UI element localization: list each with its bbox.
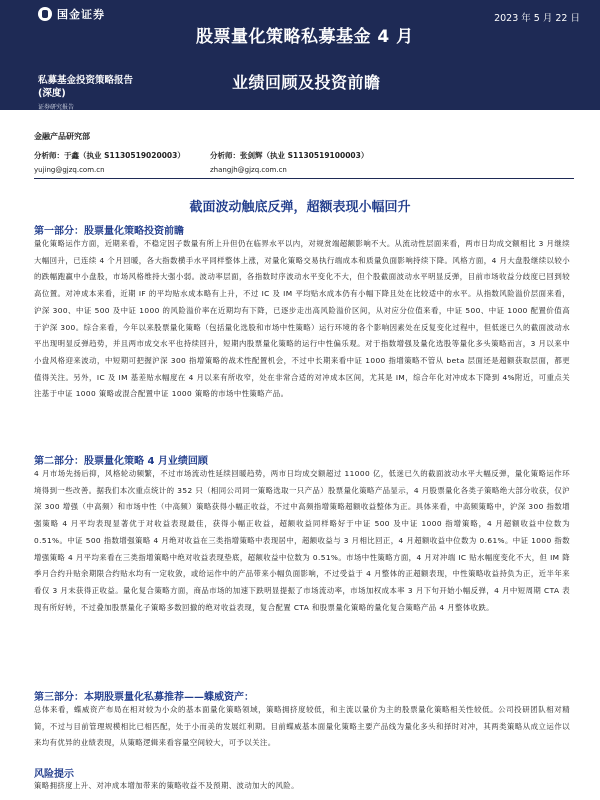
report-type [38,74,133,100]
logo-text: 国金证券 [57,8,105,21]
company-logo [38,6,105,22]
report-date: 2023 年 5 月 22 日 [494,13,580,24]
report-tag: 证券研究报告 [38,104,75,111]
main-title: 截面波动触底反弹，超额表现小幅回升 [189,200,411,215]
section-3-heading: 第三部分：本期股票量化私募推荐——蝶威资产： [34,692,254,703]
logo-icon [38,7,52,21]
section-2-heading: 第二部分：股票量化策略 4 月业绩回顾 [34,456,208,467]
analyst-1: 分析师：于鑫（执业 S1130519020003） [34,151,185,160]
risk-text: 策略拥挤度上升、对冲成本增加带来的策略收益不及预期、波动加大的风险。 [34,781,299,790]
report-title-line2: 业绩回顾及投资前瞻 [232,73,381,92]
analyst-2: 分析师：张剑辉（执业 S1130519100003） [210,151,369,160]
report-title-line1: 股票量化策略私募基金 4 月 [196,27,414,47]
department: 金融产品研究部 [34,132,90,141]
risk-heading: 风险提示 [34,769,74,780]
section-1-text: 量化策略运作方面，近期来看，不稳定因子数量有所上升但仍在临界水平以内，对规赏端超额影响不大。从流动性层面来看，两市日均成交额相比 3 月继续大幅回升，已连续 4 个月回暖，各大指数横手水平同样整体上涨，对量化策略交易执行端成本和质量负面影响持续下降。风格方面，4 月大盘股继续以较小的跌幅跑赢中小盘股，市场风格维持大强小弱。波动率层面，各指数时序波动水平变化不大，但个股截面波动水平明显反弹，目前市场收益分歧度已回到较高位置。对冲成本来看，近期 IF 的平均贴水成本略有上升，不过 IC 及 IM 平均贴水成本仍有小幅下降且处在比较适中的水平。从指数风险溢价层面来看，沪深 300、中证 500 及中证 1000 的风险溢价率在近期均有下降，已逐步走出高风险溢价区间，从对应分位值来看，中证 500、中证 1000 配置价值高于沪深 300。综合来看，今年以来股票量化策略（包括量化选股和市场中性策略）运行环境的各个影响因素处在反复变化过程中，但低迷已久的截面波动水平出现明显反弹趋势，并且两市成交水平也持续回升，短期内股票量化策略的运行中性偏乐观。对于指数增强及量化选股等量化多头策略而言，3 月以来中小盘风格迎来波动，中短期可把握沪深 300 指增策略的战术性配置机会，不过中长期来看中证 1000 指增策略不管从 beta 层面还是超额获取层面，都更值得关注。另外，IC 及 IM 基差贴水幅度在 4 月以来有所收窄，处在非常合适的对冲成本区间，尤其是 IM，综合年化对冲成本下降到 4%附近，可重点关注基于中证 1000 策略或混合配置中证 1000 策略的市场中性策略产品。 [34,239,570,399]
report-type-line2: (深度) [38,88,66,99]
report-header [0,0,600,110]
divider [34,178,574,179]
section-3-text: 总体来看，蝶威资产布局在相对较为小众的基本面量化策略领域，策略拥挤度较低，和主流以量价为主的股票量化策略相关性较低。公司投研团队相对精简，不过与目前管理规模相比已相匹配，处于小而美的发展红利期。目前蝶威基本面量化策略主要产品线为量化多头和择时对冲，其两类策略从成立运作以来均有优异的业绩表现，从策略逻辑来看容量空间较大，可予以关注。 [34,705,570,748]
analyst-1-email[interactable]: yujing@gjzq.com.cn [34,166,105,174]
section-1-heading: 第一部分：股票量化策略投资前瞻 [34,226,184,237]
analyst-2-email[interactable]: zhangjh@gjzq.com.cn [210,166,287,174]
section-2-text: 4 月市场先扬后抑，风格轮动频繁，不过市场流动性延续回暖趋势，两市日均成交额超过 11000 亿，低迷已久的截面波动水平大幅反弹，量化策略运作环境得到一些改善。据我们本次重点统计的 352 只（相同公司同一策略选取一只产品）股票量化策略产品显示，4 月股票量化各类子策略绝大部分收获，仅沪深 300 增强（中高频）和市场中性（中高频）策略获得小幅正收益，不过中高频指增策略超额收益整体为正。具体来看，中高频策略中，沪深 300 指数增强策略 4 月平均表现显著优于对收益表现最佳，获得小幅正收益，超额收益同样略好于中证 500 及中证 1000 指增策略，4 月超额收益中位数为 0.51%。中证 500 指数增强策略 4 月绝对收益在三类指增策略中表现居中，超额收益与 3 月相比回正，4 月超额收益中位数为 0.61%。中证 1000 指数增强策略 4 月平均来看在三类指增策略中绝对收益表现垫底，超额收益中位数为 0.51%。市场中性策略方面，4 月对冲端 IC 贴水幅度变化不大，但 IM 降季月合约升贴余期限合约贴水均有一定收敛，或给运作中的产品带来小幅负面影响，不过受益于 4 月整体的正超额表现，中性策略收益持负为正，近半年来看仅 3 月未获得正收益。量化复合策略方面，商品市场的加速下跌明显提振了市场流动率，市场加权成本率 3 月下句开始小幅反弹，4 月中短周期 CTA 表现有所好转，不过叠加股票量化子策略多数回撤的绝对收益表现，复合配置 CTA 和股票量化策略的量化复合策略产品 4 月整体收跌。 [34,469,570,612]
report-type-line1: 私募基金投资策略报告 [38,75,134,86]
